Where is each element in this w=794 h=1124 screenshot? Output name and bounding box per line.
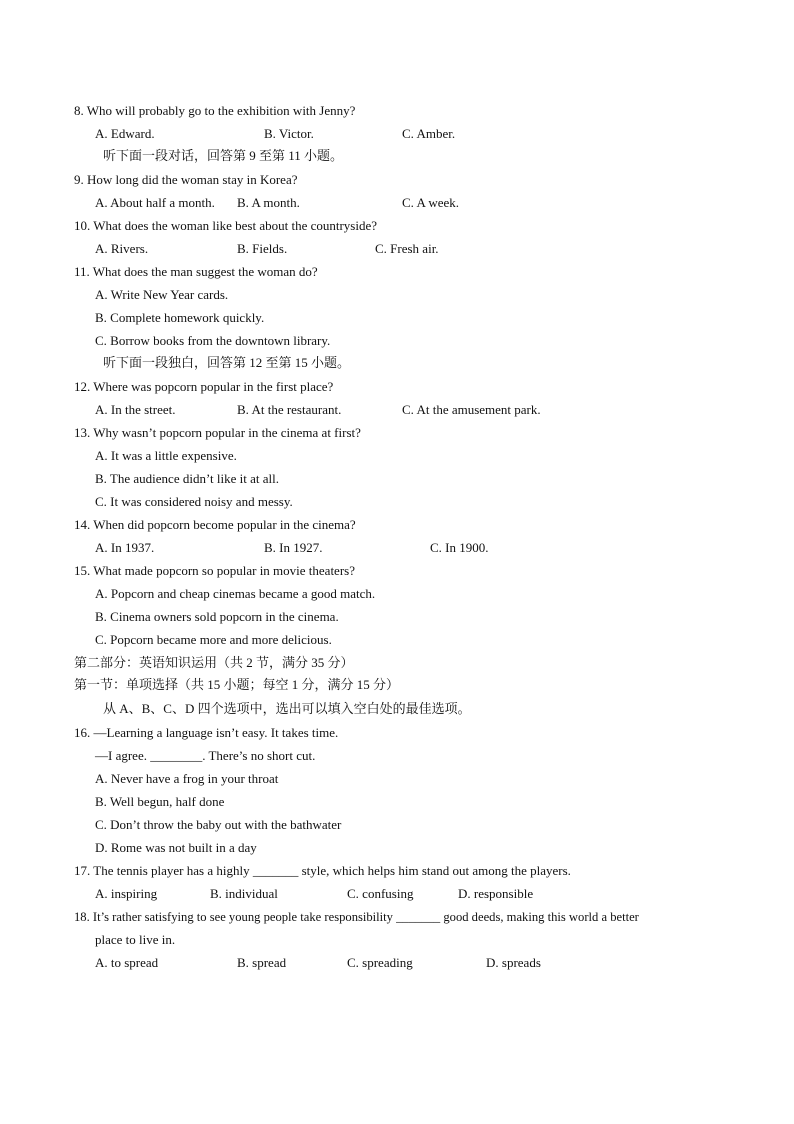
question-16-stem: 16. —Learning a language isn’t easy. It takes time. [74, 725, 339, 740]
question-11-option-a: A. Write New Year cards. [95, 287, 229, 302]
question-16-reply: —I agree. ________. There’s no short cut. [95, 748, 316, 763]
question-18-stem: 18. It’s rather satisfying to see young people take responsibility _______ good deeds, making this world a better [74, 910, 639, 924]
instruction-9-11: 听下面一段对话，回答第 9 至第 11 小题。 [103, 148, 344, 163]
question-10-option-c: C. Fresh air. [375, 241, 439, 256]
question-13-stem: 13. Why wasn’t popcorn popular in the cinema at first? [74, 425, 361, 440]
question-9-option-a: A. About half a month. [95, 195, 215, 210]
question-16-option-c: C. Don’t throw the baby out with the bathwater [95, 817, 342, 832]
question-10-option-a: A. Rivers. [95, 241, 149, 256]
section-1-heading: 第一节：单项选择（共 15 小题；每空 1 分，满分 15 分） [74, 677, 400, 692]
question-12-option-a: A. In the street. [95, 402, 176, 417]
question-17-option-d: D. responsible [458, 886, 534, 901]
question-14-option-b: B. In 1927. [264, 540, 323, 555]
question-14-stem: 14. When did popcorn become popular in the cinema? [74, 517, 356, 532]
question-18-option-a: A. to spread [95, 955, 159, 970]
question-14-option-c: C. In 1900. [430, 540, 489, 555]
question-11-stem: 11. What does the man suggest the woman do? [74, 264, 318, 279]
question-13-option-a: A. It was a little expensive. [95, 448, 237, 463]
part-2-heading: 第二部分：英语知识运用（共 2 节，满分 35 分） [74, 655, 354, 670]
question-15-stem: 15. What made popcorn so popular in movie theaters? [74, 563, 355, 578]
question-8-stem: 8. Who will probably go to the exhibition with Jenny? [74, 103, 356, 118]
question-14-option-a: A. In 1937. [95, 540, 155, 555]
question-18-stem-continued: place to live in. [95, 932, 176, 947]
question-10-stem: 10. What does the woman like best about the countryside? [74, 218, 378, 233]
question-13-option-c: C. It was considered noisy and messy. [95, 494, 293, 509]
question-8-option-a: A. Edward. [95, 126, 155, 141]
question-17-option-a: A. inspiring [95, 886, 158, 901]
question-12-option-c: C. At the amusement park. [402, 402, 541, 417]
question-11-option-c: C. Borrow books from the downtown library. [95, 333, 331, 348]
question-16-option-b: B. Well begun, half done [95, 794, 225, 809]
question-15-option-b: B. Cinema owners sold popcorn in the cinema. [95, 609, 339, 624]
question-16-option-d: D. Rome was not built in a day [95, 840, 257, 855]
question-17-stem: 17. The tennis player has a highly _______ style, which helps him stand out among the players. [74, 863, 571, 878]
question-9-option-b: B. A month. [237, 195, 300, 210]
question-10-option-b: B. Fields. [237, 241, 288, 256]
question-17-option-b: B. individual [210, 886, 278, 901]
question-18-option-d: D. spreads [486, 955, 541, 970]
question-8-option-b: B. Victor. [264, 126, 314, 141]
question-15-option-c: C. Popcorn became more and more delicious. [95, 632, 332, 647]
question-9-stem: 9. How long did the woman stay in Korea? [74, 172, 298, 187]
question-16-option-a: A. Never have a frog in your throat [95, 771, 279, 786]
question-8-option-c: C. Amber. [402, 126, 456, 141]
choose-instruction: 从 A、B、C、D 四个选项中，选出可以填入空白处的最佳选项。 [103, 701, 471, 716]
question-15-option-a: A. Popcorn and cheap cinemas became a good match. [95, 586, 376, 601]
question-12-stem: 12. Where was popcorn popular in the first place? [74, 379, 334, 394]
question-11-option-b: B. Complete homework quickly. [95, 310, 265, 325]
question-18-option-c: C. spreading [347, 955, 413, 970]
question-18-option-b: B. spread [237, 955, 287, 970]
question-17-option-c: C. confusing [347, 886, 414, 901]
instruction-12-15: 听下面一段独白，回答第 12 至第 15 小题。 [103, 355, 351, 370]
question-12-option-b: B. At the restaurant. [237, 402, 342, 417]
question-9-option-c: C. A week. [402, 195, 460, 210]
question-13-option-b: B. The audience didn’t like it at all. [95, 471, 279, 486]
